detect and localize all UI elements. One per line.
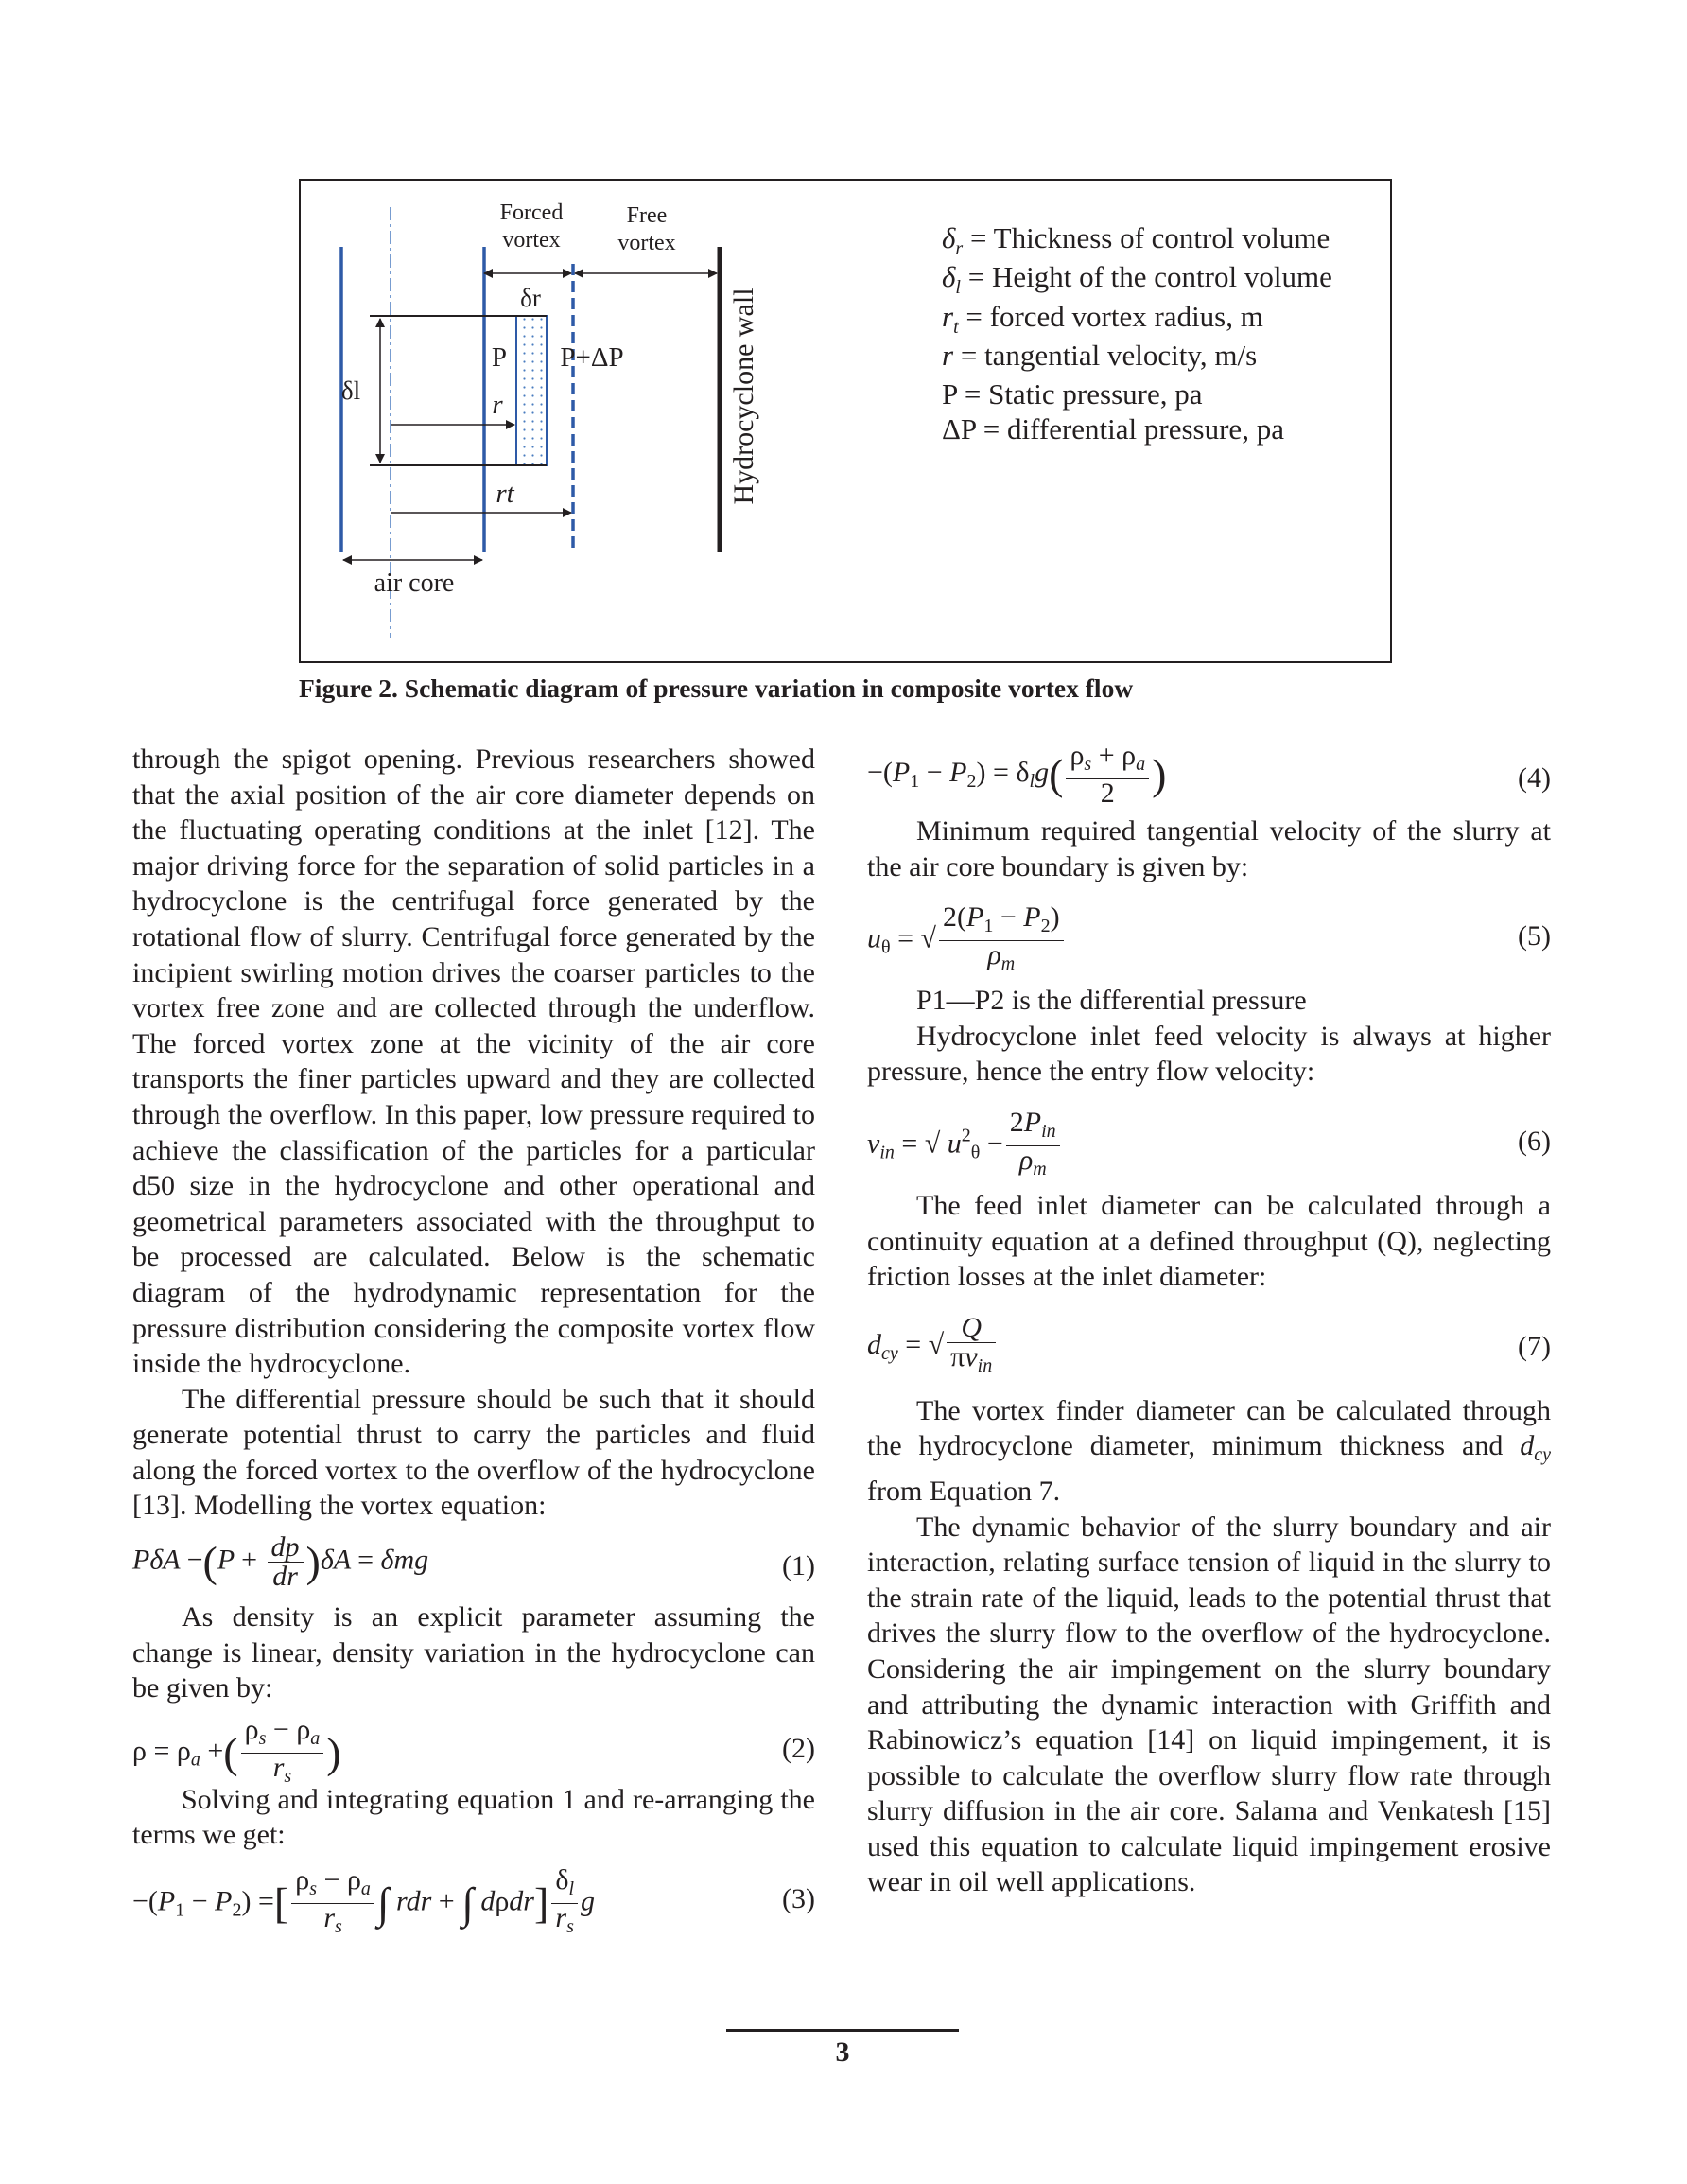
- equation-4: $-(P_1 - P_2) = \delta_lg$( $\frac{\rho_s + \rho_a}{2}$ ) (4): [867, 740, 1551, 809]
- paragraph: The vortex finder diameter can be calculated through the hydrocyclone diameter, minimum thickness and $d_{cy}$ from Equation 7.: [867, 1394, 1551, 1507]
- equation-6: $v_{in}$ = √ $u^2_\theta$ − $\frac{2P_{in}}{\rho_m}$ (6): [867, 1106, 1551, 1179]
- paragraph: through the spigot opening. Previous researchers showed that the axial position of the air core diameter depends on the fluctuating operating conditions at the inlet [12]. The major driving force for the separation of solid particles in a hydrocyclone is the centrifugal force generated by the rotational flow of slurry. Centrifugal force generated by the incipient swirling motion drives the coarser particles to the vortex free zone and are collected through the underflow. The forced vortex zone at the vicinity of the air core transports the finer particles upward and they are collected through the overflow. In this paper, low pressure required to achieve the classification of the particles for a particular d50 size in the hydrocyclone and other operational and geometrical parameters associated with the throughput to be processed are calculated. Below is the schematic diagram of the hydrodynamic representation for the pressure distribution considering the composite vortex flow inside the hydrocyclone.: [132, 743, 815, 1380]
- legend-delta-l: $\delta_l$ = Height of the control volume: [942, 260, 1332, 299]
- paragraph: Hydrocyclone inlet feed velocity is always at higher pressure, hence the entry flow velocity:: [867, 1020, 1551, 1088]
- footer-rule: [726, 2029, 959, 2032]
- legend-delta-r: $\delta_r$ = Thickness of control volume: [942, 221, 1330, 260]
- equation-number: (5): [1518, 920, 1551, 952]
- legend-dP: ΔP = differential pressure, pa: [942, 412, 1284, 446]
- paragraph: P1—P2 is the differential pressure: [916, 985, 1307, 1017]
- equation-number: (1): [782, 1550, 815, 1582]
- figure-2: [299, 179, 1392, 663]
- label-air-core: air core: [374, 568, 455, 598]
- label-forced-vortex: vortex: [502, 228, 561, 253]
- label-delta-r: δr: [520, 284, 541, 312]
- label-forced: Forced: [499, 201, 564, 225]
- equation-number: (7): [1518, 1330, 1551, 1362]
- label-delta-l: δl: [340, 376, 361, 405]
- legend-P: P = Static pressure, pa: [942, 377, 1203, 411]
- legend-rt: $r_t$ = forced vortex radius, m: [942, 300, 1263, 339]
- paragraph: As density is an explicit parameter assuming the change is linear, density variation in the hydrocyclone can be given by:: [132, 1601, 815, 1704]
- equation-5: $u_\theta$ = √ $\frac{2(P_1 - P_2)}{\rho_m}$ (5): [867, 901, 1551, 975]
- equation-number: (2): [782, 1732, 815, 1764]
- equation-2: $\rho = \rho_a$ +( $\frac{\rho_s - \rho_a}{r_s}$ ) (2): [132, 1713, 815, 1787]
- paragraph: Minimum required tangential velocity of the slurry at the air core boundary is given by:: [867, 815, 1551, 882]
- equation-number: (6): [1518, 1125, 1551, 1157]
- figure-caption: Figure 2. Schematic diagram of pressure variation in composite vortex flow: [299, 673, 1134, 703]
- equation-1: PδA −(P + $\frac{dp}{dr}$ )δA = δmg (1): [132, 1531, 815, 1593]
- label-P-plus-dP: P+ΔP: [560, 342, 624, 373]
- label-free-vortex: vortex: [617, 231, 676, 255]
- label-rt: rt: [496, 479, 514, 509]
- legend-r: r = tangential velocity, m/s: [942, 339, 1258, 372]
- left-column: [132, 742, 815, 1938]
- equation-3: $-(P_1 - P_2)$ =[ $\frac{\rho_s - \rho_a}{r_s}$ ∫ rdr + ∫ dρdr] $\frac{\delta_l}{r_s}$ g (3): [132, 1864, 815, 1938]
- equation-number: (4): [1518, 762, 1551, 794]
- paragraph: The differential pressure should be such that it should generate potential thrust to carry the particles and fluid along the forced vortex to the overflow of the hydrocyclone [13]. Modelling the vortex equation:: [132, 1383, 815, 1522]
- equation-number: (3): [782, 1883, 815, 1915]
- paragraph: Solving and integrating equation 1 and re-arranging the terms we get:: [132, 1783, 815, 1851]
- label-free: Free: [626, 203, 668, 228]
- control-volume: [516, 316, 547, 465]
- label-hydrocyclone-wall: Hydrocyclone wall: [728, 288, 759, 505]
- right-column: [867, 742, 1551, 1900]
- paragraph: The feed inlet diameter can be calculated through a continuity equation at a defined throughput (Q), neglecting friction losses at the inlet diameter:: [867, 1189, 1551, 1293]
- paragraph: The dynamic behavior of the slurry boundary and air interaction, relating surface tension of liquid in the slurry to the strain rate of the liquid, leads to the potential thrust that drives the slurry flow to the overflow of the hydrocyclone. Considering the air impingement on the slurry boundary and attributing the dynamic interaction with Griffith and Rabinowicz’s equation [14] on liquid impingement, it is possible to calculate the overflow slurry flow rate through slurry diffusion in the air core. Salama and Venkatesh [15] used this equation to calculate liquid impingement erosive wear in oil well applications.: [867, 1511, 1551, 1898]
- label-P: P: [491, 342, 508, 373]
- label-r: r: [492, 390, 503, 420]
- equation-7: $d_{cy}$ = √ $\frac{Q}{\pi v_{in}}$ (7): [867, 1311, 1551, 1376]
- page-number: 3: [835, 2036, 850, 2068]
